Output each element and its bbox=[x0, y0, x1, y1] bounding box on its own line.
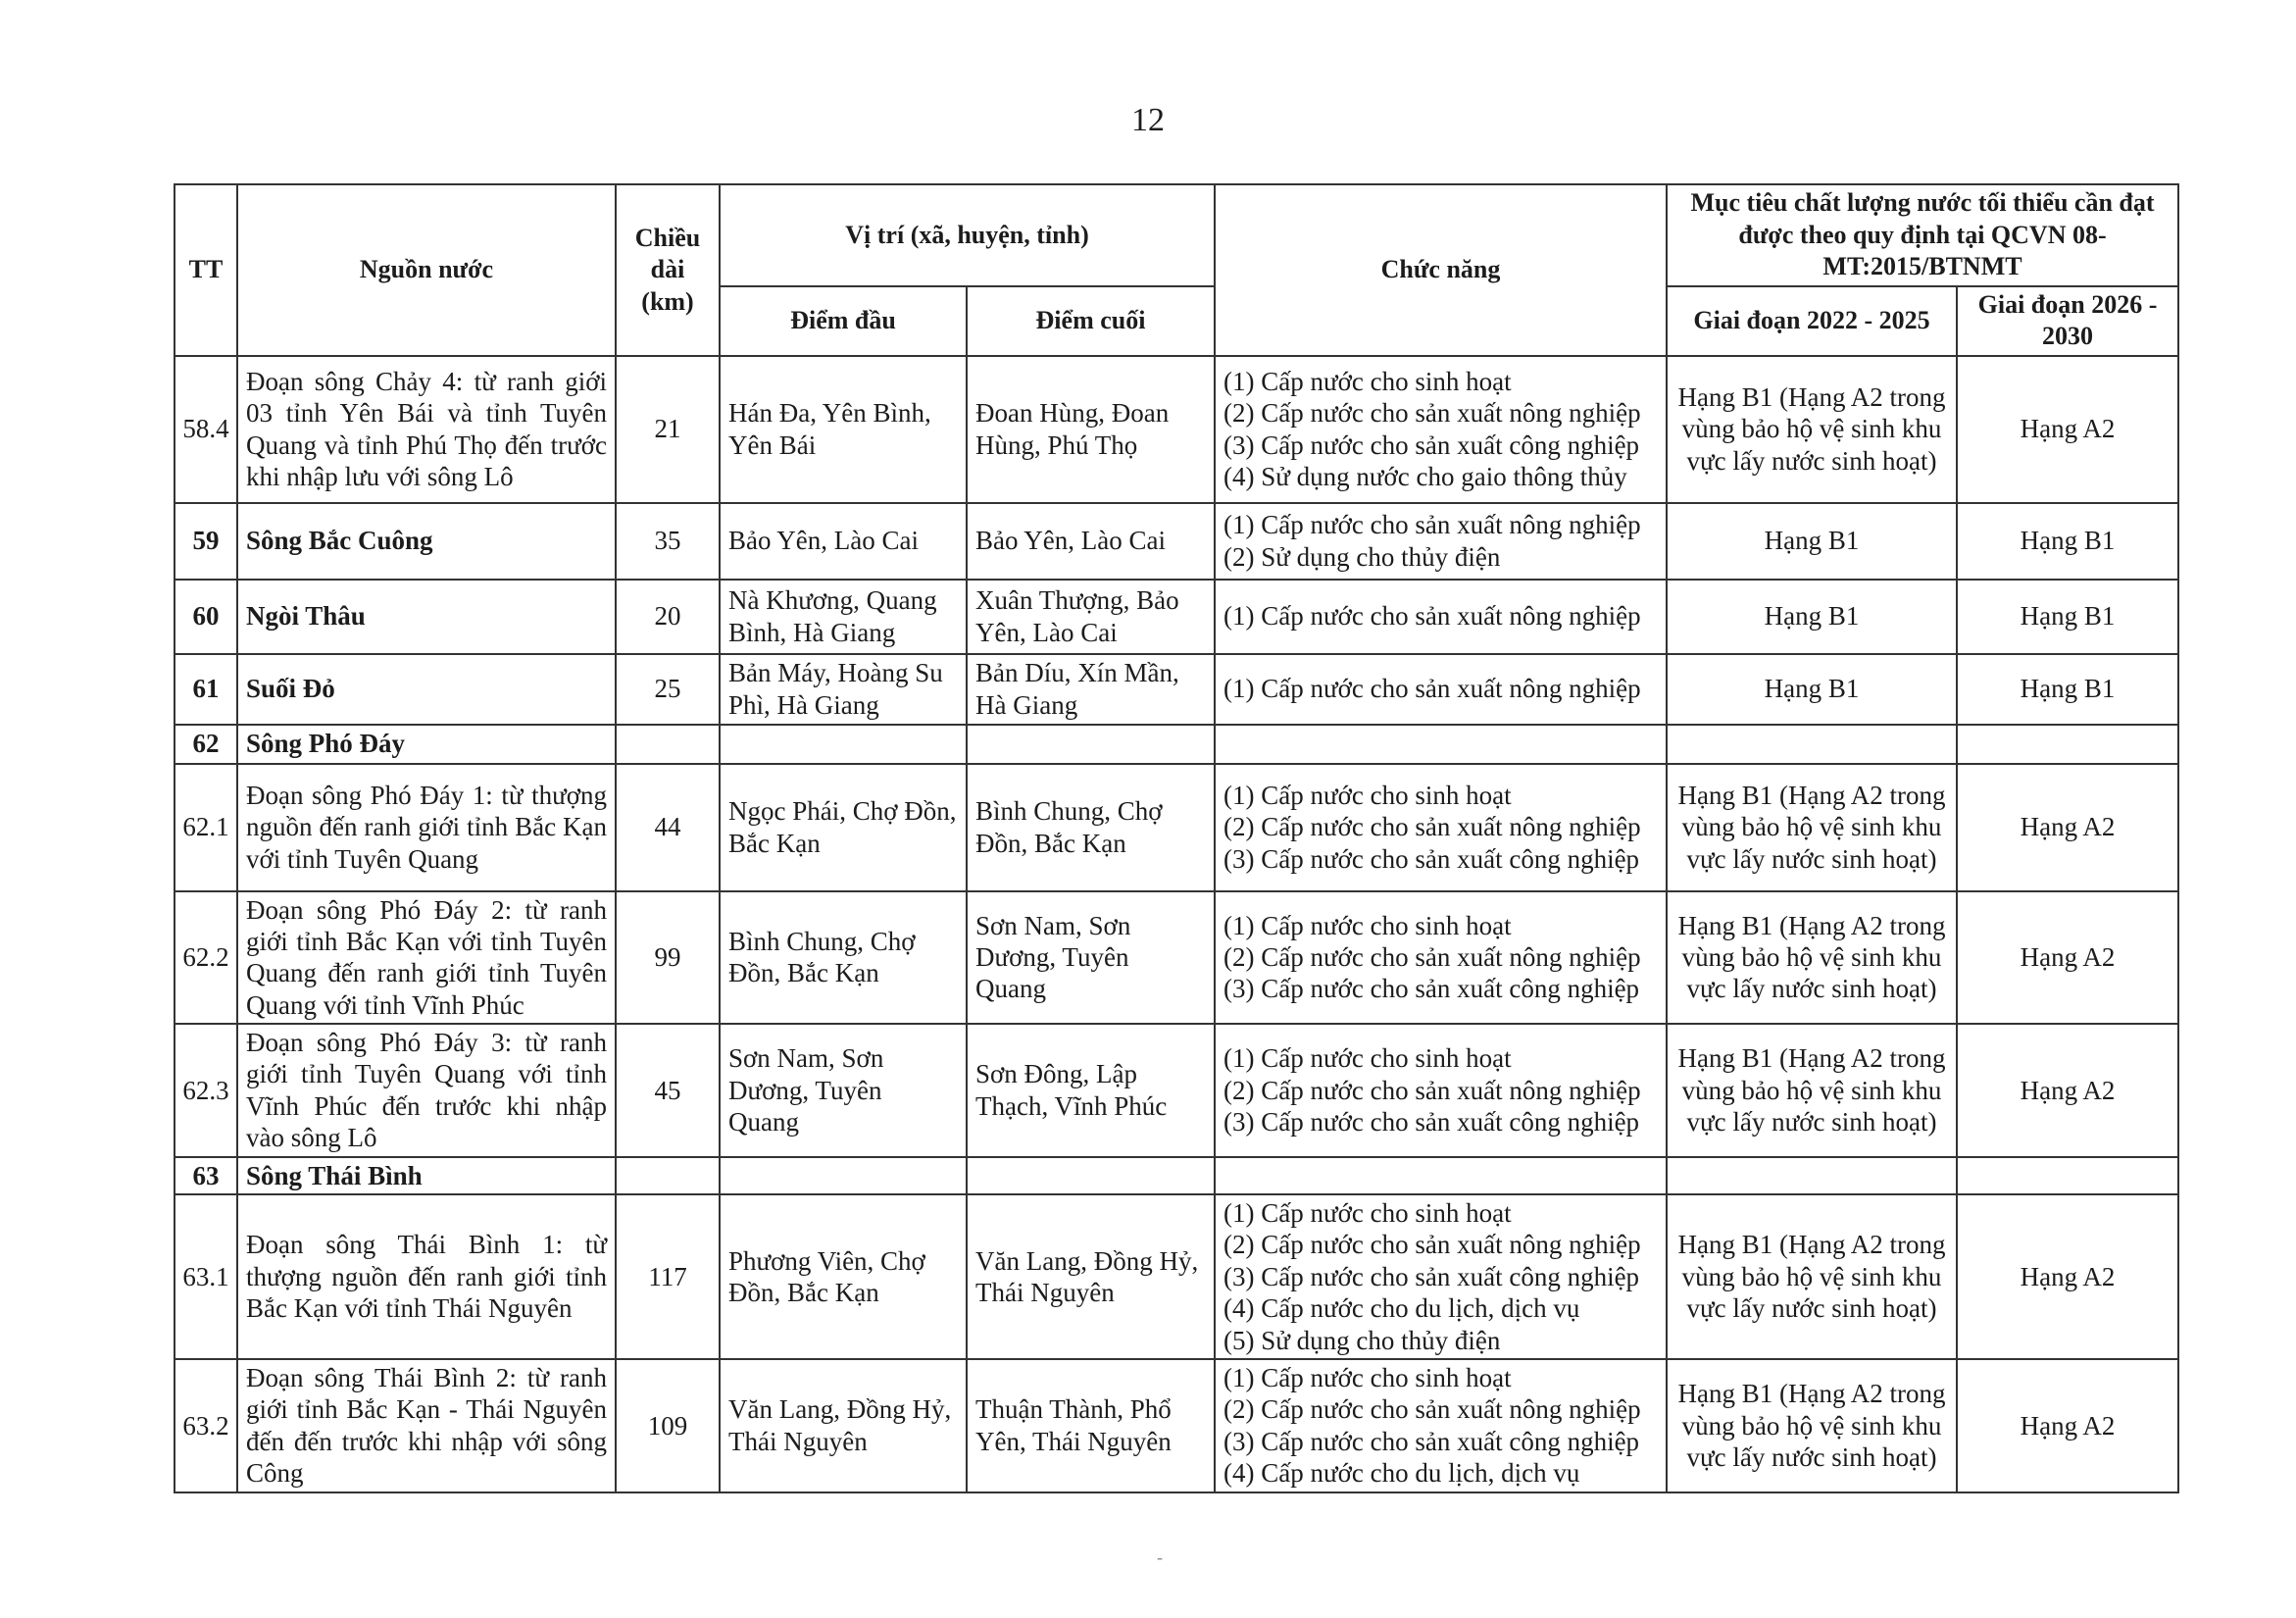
function-item: (3) Cấp nước cho sản xuất công nghiệp bbox=[1223, 1261, 1640, 1291]
function-item: (1) Cấp nước cho sinh hoạt bbox=[1223, 1043, 1512, 1074]
cell-source-name: Sông Phó Đáy bbox=[237, 725, 616, 764]
header-source: Nguồn nước bbox=[237, 184, 616, 356]
function-item: (1) Cấp nước cho sản xuất nông nghiệp bbox=[1223, 601, 1641, 632]
function-item: (3) Cấp nước cho sản xuất công nghiệp bbox=[1223, 1426, 1640, 1456]
cell-length: 109 bbox=[616, 1359, 720, 1492]
cell-length: 117 bbox=[616, 1194, 720, 1359]
cell-source-name: Đoạn sông Thái Bình 2: từ ranh giới tỉnh Bắc Kạn - Thái Nguyên đến đến trước khi nhập với sông Công bbox=[237, 1359, 616, 1492]
header-location: Vị trí (xã, huyện, tỉnh) bbox=[720, 184, 1215, 286]
function-item: (1) Cấp nước cho sinh hoạt bbox=[1223, 366, 1512, 396]
cell-target-2022-2025: Hạng B1 bbox=[1667, 580, 1957, 654]
cell-tt: 62.3 bbox=[175, 1024, 237, 1157]
function-item: (4) Sử dụng nước cho gaio thông thủy bbox=[1223, 461, 1627, 491]
cell-functions bbox=[1215, 654, 1667, 725]
cell-length: 45 bbox=[616, 1024, 720, 1157]
function-item: (2) Cấp nước cho sản xuất nông nghiệp bbox=[1223, 1230, 1641, 1260]
cell-start-point: Phương Viên, Chợ Đồn, Bắc Kạn bbox=[720, 1194, 967, 1359]
cell-target-2022-2025 bbox=[1667, 725, 1957, 764]
function-item: (1) Cấp nước cho sản xuất nông nghiệp bbox=[1223, 674, 1641, 704]
cell-target-2022-2025: Hạng B1 (Hạng A2 trong vùng bảo hộ vệ sinh khu vực lấy nước sinh hoạt) bbox=[1667, 1359, 1957, 1492]
cell-source-name: Ngòi Thâu bbox=[237, 580, 616, 654]
cell-functions bbox=[1215, 725, 1667, 764]
cell-end-point: Văn Lang, Đồng Hỷ, Thái Nguyên bbox=[967, 1194, 1215, 1359]
cell-tt: 62.1 bbox=[175, 764, 237, 891]
function-item: (2) Cấp nước cho sản xuất nông nghiệp bbox=[1223, 1075, 1641, 1105]
cell-tt: 62.2 bbox=[175, 891, 237, 1025]
cell-start-point: Bản Máy, Hoàng Su Phì, Hà Giang bbox=[720, 654, 967, 725]
function-item: (1) Cấp nước cho sinh hoạt bbox=[1223, 780, 1512, 810]
cell-target-2022-2025: Hạng B1 (Hạng A2 trong vùng bảo hộ vệ sinh khu vực lấy nước sinh hoạt) bbox=[1667, 764, 1957, 891]
cell-end-point: Bản Díu, Xín Mần, Hà Giang bbox=[967, 654, 1215, 725]
cell-target-2022-2025 bbox=[1667, 1157, 1957, 1194]
cell-target-2026-2030: Hạng A2 bbox=[1957, 1194, 2178, 1359]
cell-target-2026-2030: Hạng B1 bbox=[1957, 580, 2178, 654]
cell-length: 25 bbox=[616, 654, 720, 725]
header-end: Điểm cuối bbox=[967, 286, 1215, 356]
cell-end-point: Bảo Yên, Lào Cai bbox=[967, 503, 1215, 580]
cell-length bbox=[616, 725, 720, 764]
cell-functions bbox=[1215, 580, 1667, 654]
table-row bbox=[175, 356, 2178, 503]
cell-length: 35 bbox=[616, 503, 720, 580]
scan-mark: - bbox=[1157, 1547, 1163, 1567]
cell-functions bbox=[1215, 503, 1667, 580]
cell-tt: 59 bbox=[175, 503, 237, 580]
cell-target-2026-2030: Hạng A2 bbox=[1957, 1359, 2178, 1492]
cell-target-2026-2030: Hạng A2 bbox=[1957, 356, 2178, 503]
cell-length: 99 bbox=[616, 891, 720, 1025]
cell-source-name: Đoạn sông Phó Đáy 3: từ ranh giới tỉnh Tuyên Quang với tỉnh Vĩnh Phúc đến trước khi nhập vào sông Lô bbox=[237, 1024, 616, 1157]
page-number: 12 bbox=[1131, 102, 1165, 138]
cell-end-point: Sơn Đông, Lập Thạch, Vĩnh Phúc bbox=[967, 1024, 1215, 1157]
function-item: (2) Cấp nước cho sản xuất nông nghiệp bbox=[1223, 942, 1641, 973]
cell-end-point: Bình Chung, Chợ Đồn, Bắc Kạn bbox=[967, 764, 1215, 891]
function-item: (3) Cấp nước cho sản xuất công nghiệp bbox=[1223, 974, 1640, 1004]
function-item: (1) Cấp nước cho sinh hoạt bbox=[1223, 910, 1512, 940]
cell-source-name: Sông Thái Bình bbox=[237, 1157, 616, 1194]
function-item: (3) Cấp nước cho sản xuất công nghiệp bbox=[1223, 430, 1640, 460]
cell-target-2026-2030: Hạng B1 bbox=[1957, 654, 2178, 725]
header-phase-2026-2030: Giai đoạn 2026 - 2030 bbox=[1957, 286, 2178, 356]
cell-target-2026-2030: Hạng A2 bbox=[1957, 1024, 2178, 1157]
cell-source-name: Đoạn sông Phó Đáy 1: từ thượng nguồn đến ranh giới tỉnh Bắc Kạn với tỉnh Tuyên Quang bbox=[237, 764, 616, 891]
cell-start-point: Bảo Yên, Lào Cai bbox=[720, 503, 967, 580]
table-row bbox=[175, 1024, 2178, 1157]
cell-tt: 63 bbox=[175, 1157, 237, 1194]
cell-tt: 63.2 bbox=[175, 1359, 237, 1492]
cell-target-2026-2030 bbox=[1957, 725, 2178, 764]
table-row bbox=[175, 1194, 2178, 1359]
cell-target-2026-2030: Hạng B1 bbox=[1957, 503, 2178, 580]
cell-functions bbox=[1215, 356, 1667, 503]
cell-functions bbox=[1215, 1157, 1667, 1194]
table-row bbox=[175, 503, 2178, 580]
cell-end-point: Sơn Nam, Sơn Dương, Tuyên Quang bbox=[967, 891, 1215, 1025]
function-item: (1) Cấp nước cho sản xuất nông nghiệp bbox=[1223, 510, 1641, 540]
cell-start-point: Hán Đa, Yên Bình, Yên Bái bbox=[720, 356, 967, 503]
cell-target-2022-2025: Hạng B1 bbox=[1667, 654, 1957, 725]
table-row bbox=[175, 654, 2178, 725]
header-target: Mục tiêu chất lượng nước tối thiểu cần đạt được theo quy định tại QCVN 08-MT:2015/BTNMT bbox=[1667, 184, 2178, 286]
function-item: (4) Cấp nước cho du lịch, dịch vụ bbox=[1223, 1458, 1580, 1489]
table-row bbox=[175, 725, 2178, 764]
cell-end-point: Thuận Thành, Phổ Yên, Thái Nguyên bbox=[967, 1359, 1215, 1492]
cell-source-name: Đoạn sông Thái Bình 1: từ thượng nguồn đến ranh giới tỉnh Bắc Kạn với tỉnh Thái Nguyên bbox=[237, 1194, 616, 1359]
cell-target-2026-2030: Hạng A2 bbox=[1957, 764, 2178, 891]
table-row bbox=[175, 1359, 2178, 1492]
cell-length: 21 bbox=[616, 356, 720, 503]
function-item: (2) Cấp nước cho sản xuất nông nghiệp bbox=[1223, 812, 1641, 842]
header-start: Điểm đầu bbox=[720, 286, 967, 356]
header-phase-2022-2025: Giai đoạn 2022 - 2025 bbox=[1667, 286, 1957, 356]
cell-source-name: Suối Đỏ bbox=[237, 654, 616, 725]
cell-start-point bbox=[720, 725, 967, 764]
cell-length bbox=[616, 1157, 720, 1194]
cell-end-point: Xuân Thượng, Bảo Yên, Lào Cai bbox=[967, 580, 1215, 654]
cell-target-2022-2025: Hạng B1 (Hạng A2 trong vùng bảo hộ vệ sinh khu vực lấy nước sinh hoạt) bbox=[1667, 1194, 1957, 1359]
cell-tt: 58.4 bbox=[175, 356, 237, 503]
cell-end-point bbox=[967, 1157, 1215, 1194]
cell-target-2022-2025: Hạng B1 (Hạng A2 trong vùng bảo hộ vệ sinh khu vực lấy nước sinh hoạt) bbox=[1667, 1024, 1957, 1157]
cell-start-point: Văn Lang, Đồng Hỷ, Thái Nguyên bbox=[720, 1359, 967, 1492]
cell-start-point: Sơn Nam, Sơn Dương, Tuyên Quang bbox=[720, 1024, 967, 1157]
cell-source-name: Sông Bắc Cuông bbox=[237, 503, 616, 580]
table-row bbox=[175, 891, 2178, 1025]
table-row bbox=[175, 1157, 2178, 1194]
cell-functions bbox=[1215, 891, 1667, 1025]
cell-end-point bbox=[967, 725, 1215, 764]
cell-source-name: Đoạn sông Chảy 4: từ ranh giới 03 tỉnh Yên Bái và tỉnh Tuyên Quang và tỉnh Phú Thọ đến trước khi nhập lưu với sông Lô bbox=[237, 356, 616, 503]
header-length: Chiều dài (km) bbox=[616, 184, 720, 356]
cell-target-2026-2030 bbox=[1957, 1157, 2178, 1194]
cell-target-2022-2025: Hạng B1 (Hạng A2 trong vùng bảo hộ vệ sinh khu vực lấy nước sinh hoạt) bbox=[1667, 356, 1957, 503]
cell-target-2026-2030: Hạng A2 bbox=[1957, 891, 2178, 1025]
cell-tt: 63.1 bbox=[175, 1194, 237, 1359]
cell-end-point: Đoan Hùng, Đoan Hùng, Phú Thọ bbox=[967, 356, 1215, 503]
function-item: (1) Cấp nước cho sinh hoạt bbox=[1223, 1362, 1512, 1392]
function-item: (3) Cấp nước cho sản xuất công nghiệp bbox=[1223, 1107, 1640, 1138]
cell-length: 20 bbox=[616, 580, 720, 654]
cell-start-point: Ngọc Phái, Chợ Đồn, Bắc Kạn bbox=[720, 764, 967, 891]
cell-tt: 61 bbox=[175, 654, 237, 725]
cell-tt: 60 bbox=[175, 580, 237, 654]
function-item: (3) Cấp nước cho sản xuất công nghiệp bbox=[1223, 843, 1640, 874]
cell-functions bbox=[1215, 1359, 1667, 1492]
cell-start-point: Nà Khương, Quang Bình, Hà Giang bbox=[720, 580, 967, 654]
table-row bbox=[175, 764, 2178, 891]
cell-start-point bbox=[720, 1157, 967, 1194]
function-item: (2) Cấp nước cho sản xuất nông nghiệp bbox=[1223, 1394, 1641, 1425]
function-item: (2) Sử dụng cho thủy điện bbox=[1223, 541, 1501, 572]
function-item: (1) Cấp nước cho sinh hoạt bbox=[1223, 1198, 1512, 1229]
cell-target-2022-2025: Hạng B1 (Hạng A2 trong vùng bảo hộ vệ sinh khu vực lấy nước sinh hoạt) bbox=[1667, 891, 1957, 1025]
cell-functions bbox=[1215, 764, 1667, 891]
cell-target-2022-2025: Hạng B1 bbox=[1667, 503, 1957, 580]
function-item: (2) Cấp nước cho sản xuất nông nghiệp bbox=[1223, 398, 1641, 429]
cell-tt: 62 bbox=[175, 725, 237, 764]
function-item: (5) Sử dụng cho thủy điện bbox=[1223, 1325, 1501, 1355]
cell-start-point: Bình Chung, Chợ Đồn, Bắc Kạn bbox=[720, 891, 967, 1025]
function-item: (4) Cấp nước cho du lịch, dịch vụ bbox=[1223, 1293, 1580, 1324]
table-body bbox=[175, 356, 2178, 1492]
cell-functions bbox=[1215, 1024, 1667, 1157]
cell-source-name: Đoạn sông Phó Đáy 2: từ ranh giới tỉnh Bắc Kạn với tỉnh Tuyên Quang đến ranh giới tỉnh Tuyên Quang với tỉnh Vĩnh Phúc bbox=[237, 891, 616, 1025]
water-quality-table bbox=[174, 183, 2179, 1493]
table-row bbox=[175, 580, 2178, 654]
header-function: Chức năng bbox=[1215, 184, 1667, 356]
cell-functions bbox=[1215, 1194, 1667, 1359]
header-tt: TT bbox=[175, 184, 237, 356]
cell-length: 44 bbox=[616, 764, 720, 891]
